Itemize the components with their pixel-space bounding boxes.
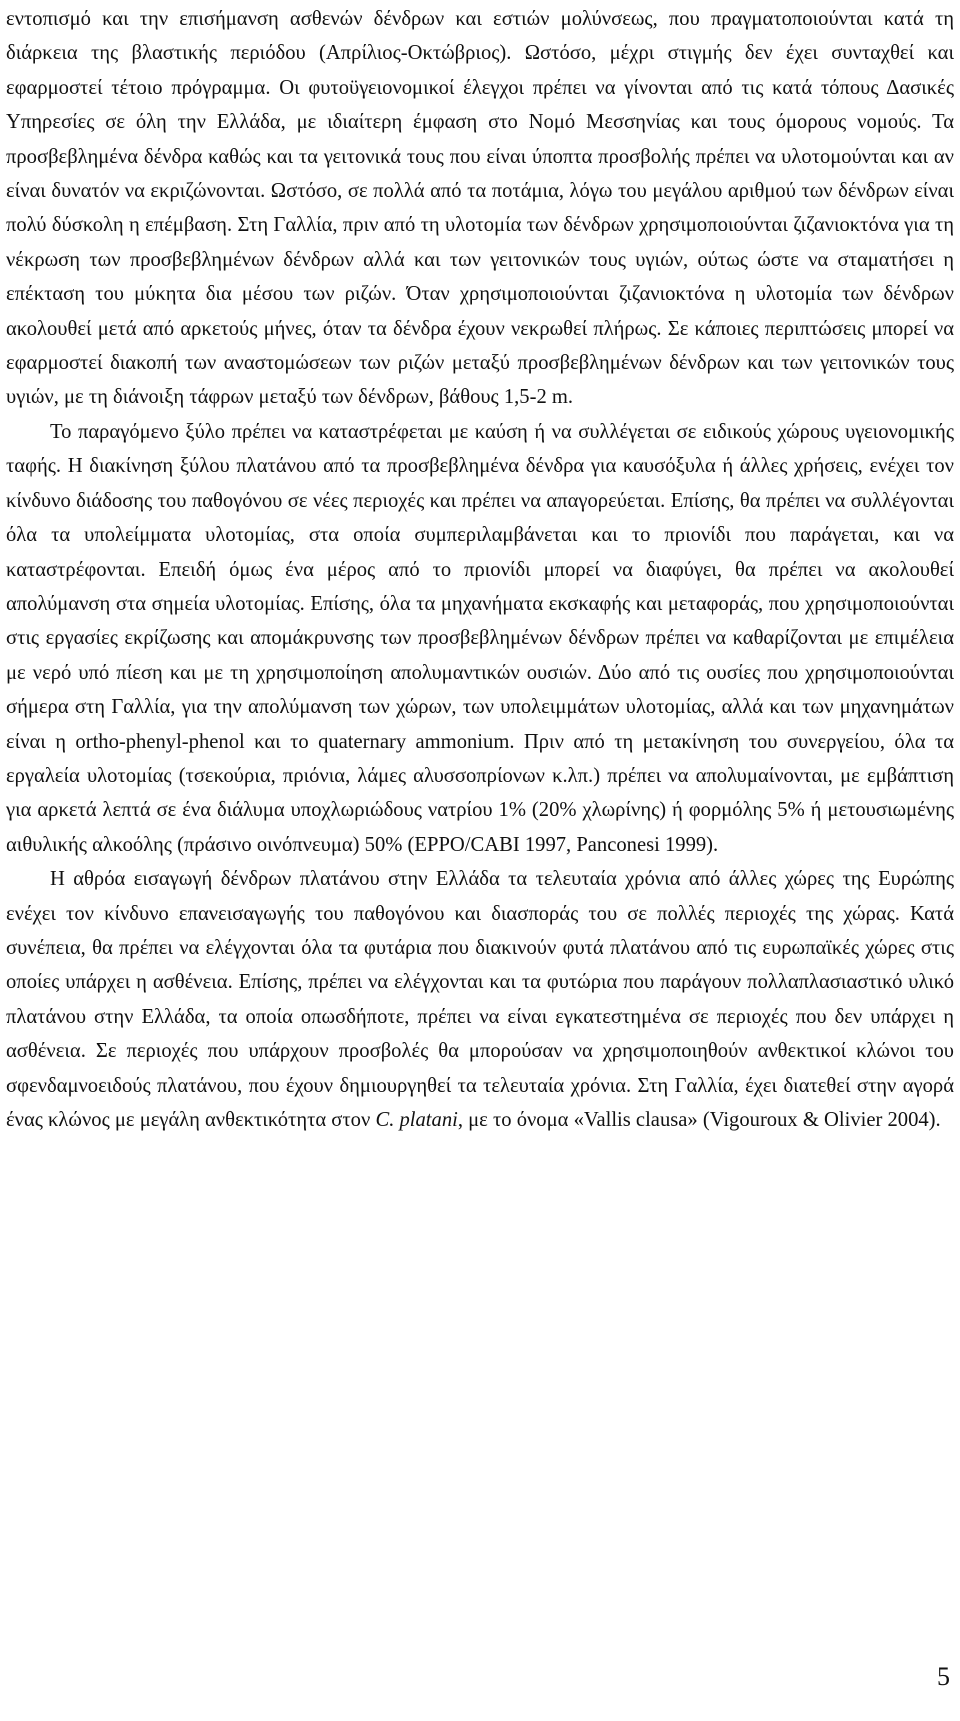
paragraph-3-text-end: , με το όνομα «Vallis clausa» (Vigouroux & Olivier 2004). (457, 1109, 941, 1131)
page-number: 5 (937, 1662, 950, 1691)
paragraph-3-text-start: Η αθρόα εισαγωγή δένδρων πλατάνου στην Ελλάδα τα τελευταία χρόνια από άλλες χώρες της Ευρώπης ενέχει τον κίνδυνο επανεισαγωγής του παθογόνου και διασποράς του σε πολλές περιοχές της χώρας. Κατά συνέπεια, θα πρέπει να ελέγχονται όλα τα φυτάρια που διακινούν φυτά πλατάνου από τις ευρωπαϊκές χώρες στις οποίες υπάρχει η ασθένεια. Επίσης, πρέπει να ελέγχονται και τα φυτώρια που παράγουν πολλαπλασιαστικό υλικό πλατάνου στην Ελλάδα, τα οποία οπωσδήποτε, πρέπει να είναι εγκατεστημένα σε περιοχές που δεν υπάρχει η ασθένεια. Σε περιοχές που υπάρχουν προσβολές θα μπορούσαν να χρησιμοποιηθούν ανθεκτικοί κλώνοι του σφενδαμνοειδούς πλατάνου, που έχουν δημιουργηθεί τα τελευταία χρόνια. Στη Γαλλία, έχει διατεθεί στην αγορά ένας κλώνος με μεγάλη ανθεκτικότητα στον (6, 868, 954, 1131)
document-body (6, 2, 954, 1137)
paragraph-3 (6, 862, 954, 1137)
paragraph-1: εντοπισμό και την επισήμανση ασθενών δένδρων και εστιών μολύνσεως, που πραγματοποιούνται κατά τη διάρκεια της βλαστικής περιόδου (Απρίλιος-Οκτώβριος). Ωστόσο, μέχρι στιγμής δεν έχει συνταχθεί και εφαρμοστεί τέτοιο πρόγραμμα. Οι φυτοϋγειονομικοί έλεγχοι πρέπει να γίνονται από τις κατά τόπους Δασικές Υπηρεσίες σε όλη την Ελλάδα, με ιδιαίτερη έμφαση στο Νομό Μεσσηνίας και τους όμορους νομούς. Τα προσβεβλημένα δένδρα καθώς και τα γειτονικά τους που είναι ύποπτα προσβολής πρέπει να υλοτομούνται και αν είναι δυνατόν να εκριζώνονται. Ωστόσο, σε πολλά από τα ποτάμια, λόγω του μεγάλου αριθμού των δένδρων είναι πολύ δύσκολη η επέμβαση. Στη Γαλλία, πριν από τη υλοτομία των δένδρων χρησιμοποιούνται ζιζανιοκτόνα για τη νέκρωση των προσβεβλημένων δένδρων αλλά και των γειτονικών τους υγιών, ούτως ώστε να σταματήσει η επέκταση του μύκητα δια μέσου των ριζών. Όταν χρησιμοποιούνται ζιζανιοκτόνα η υλοτομία των δένδρων ακολουθεί μετά από αρκετούς μήνες, όταν τα δένδρα έχουν νεκρωθεί πλήρως. Σε κάποιες περιπτώσεις μπορεί να εφαρμοστεί διακοπή των αναστομώσεων των ριζών μεταξύ προσβεβλημένων δένδρων και των γειτονικών τους υγιών, με τη διάνοιξη τάφρων μεταξύ των δένδρων, βάθους 1,5-2 m. (6, 8, 954, 409)
paragraph-2: Το παραγόμενο ξύλο πρέπει να καταστρέφεται με καύση ή να συλλέγεται σε ειδικούς χώρους υγειονομικής ταφής. Η διακίνηση ξύλου πλατάνου από τα προσβεβλημένα δένδρα για καυσόξυλα ή άλλες χρήσεις, ενέχει τον κίνδυνο διάδοσης του παθογόνου σε νέες περιοχές και πρέπει να απαγορεύεται. Επίσης, θα πρέπει να συλλέγονται όλα τα υπολείμματα υλοτομίας, στα οποία συμπεριλαμβάνεται και το πριονίδι που παράγεται, και να καταστρέφονται. Επειδή όμως ένα μέρος από το πριονίδι μπορεί να διαφύγει, θα πρέπει να ακολουθεί απολύμανση στα σημεία υλοτομίας. Επίσης, όλα τα μηχανήματα εκσκαφής και μεταφοράς, που χρησιμοποιούνται στις εργασίες εκρίζωσης και απομάκρυνσης των προσβεβλημένων δένδρων πρέπει να καθαρίζονται με επιμέλεια με νερό υπό πίεση και με τη χρησιμοποίηση απολυμαντικών ουσιών. Δύο από τις ουσίες που χρησιμοποιούνται σήμερα στη Γαλλία, για την απολύμανση των χώρων, των υπολειμμάτων υλοτομίας, αλλά και των μηχανημάτων είναι η ortho-phenyl-phenol και το quaternary ammonium. Πριν από τη μετακίνηση του συνεργείου, όλα τα εργαλεία υλοτομίας (τσεκούρια, πριόνια, λάμες αλυσσοπρίονων κ.λπ.) πρέπει να απολυμαίνονται, με εμβάπτιση για αρκετά λεπτά σε ένα διάλυμα υποχλωριώδους νατρίου 1% (20% χλωρίνης) ή φορμόλης 5% ή μετουσιωμένης αιθυλικής αλκοόλης (πράσινο οινόπνευμα) 50% (EPPO/CABI 1997, Panconesi 1999). (6, 420, 954, 856)
species-name: C. platani (375, 1109, 458, 1131)
